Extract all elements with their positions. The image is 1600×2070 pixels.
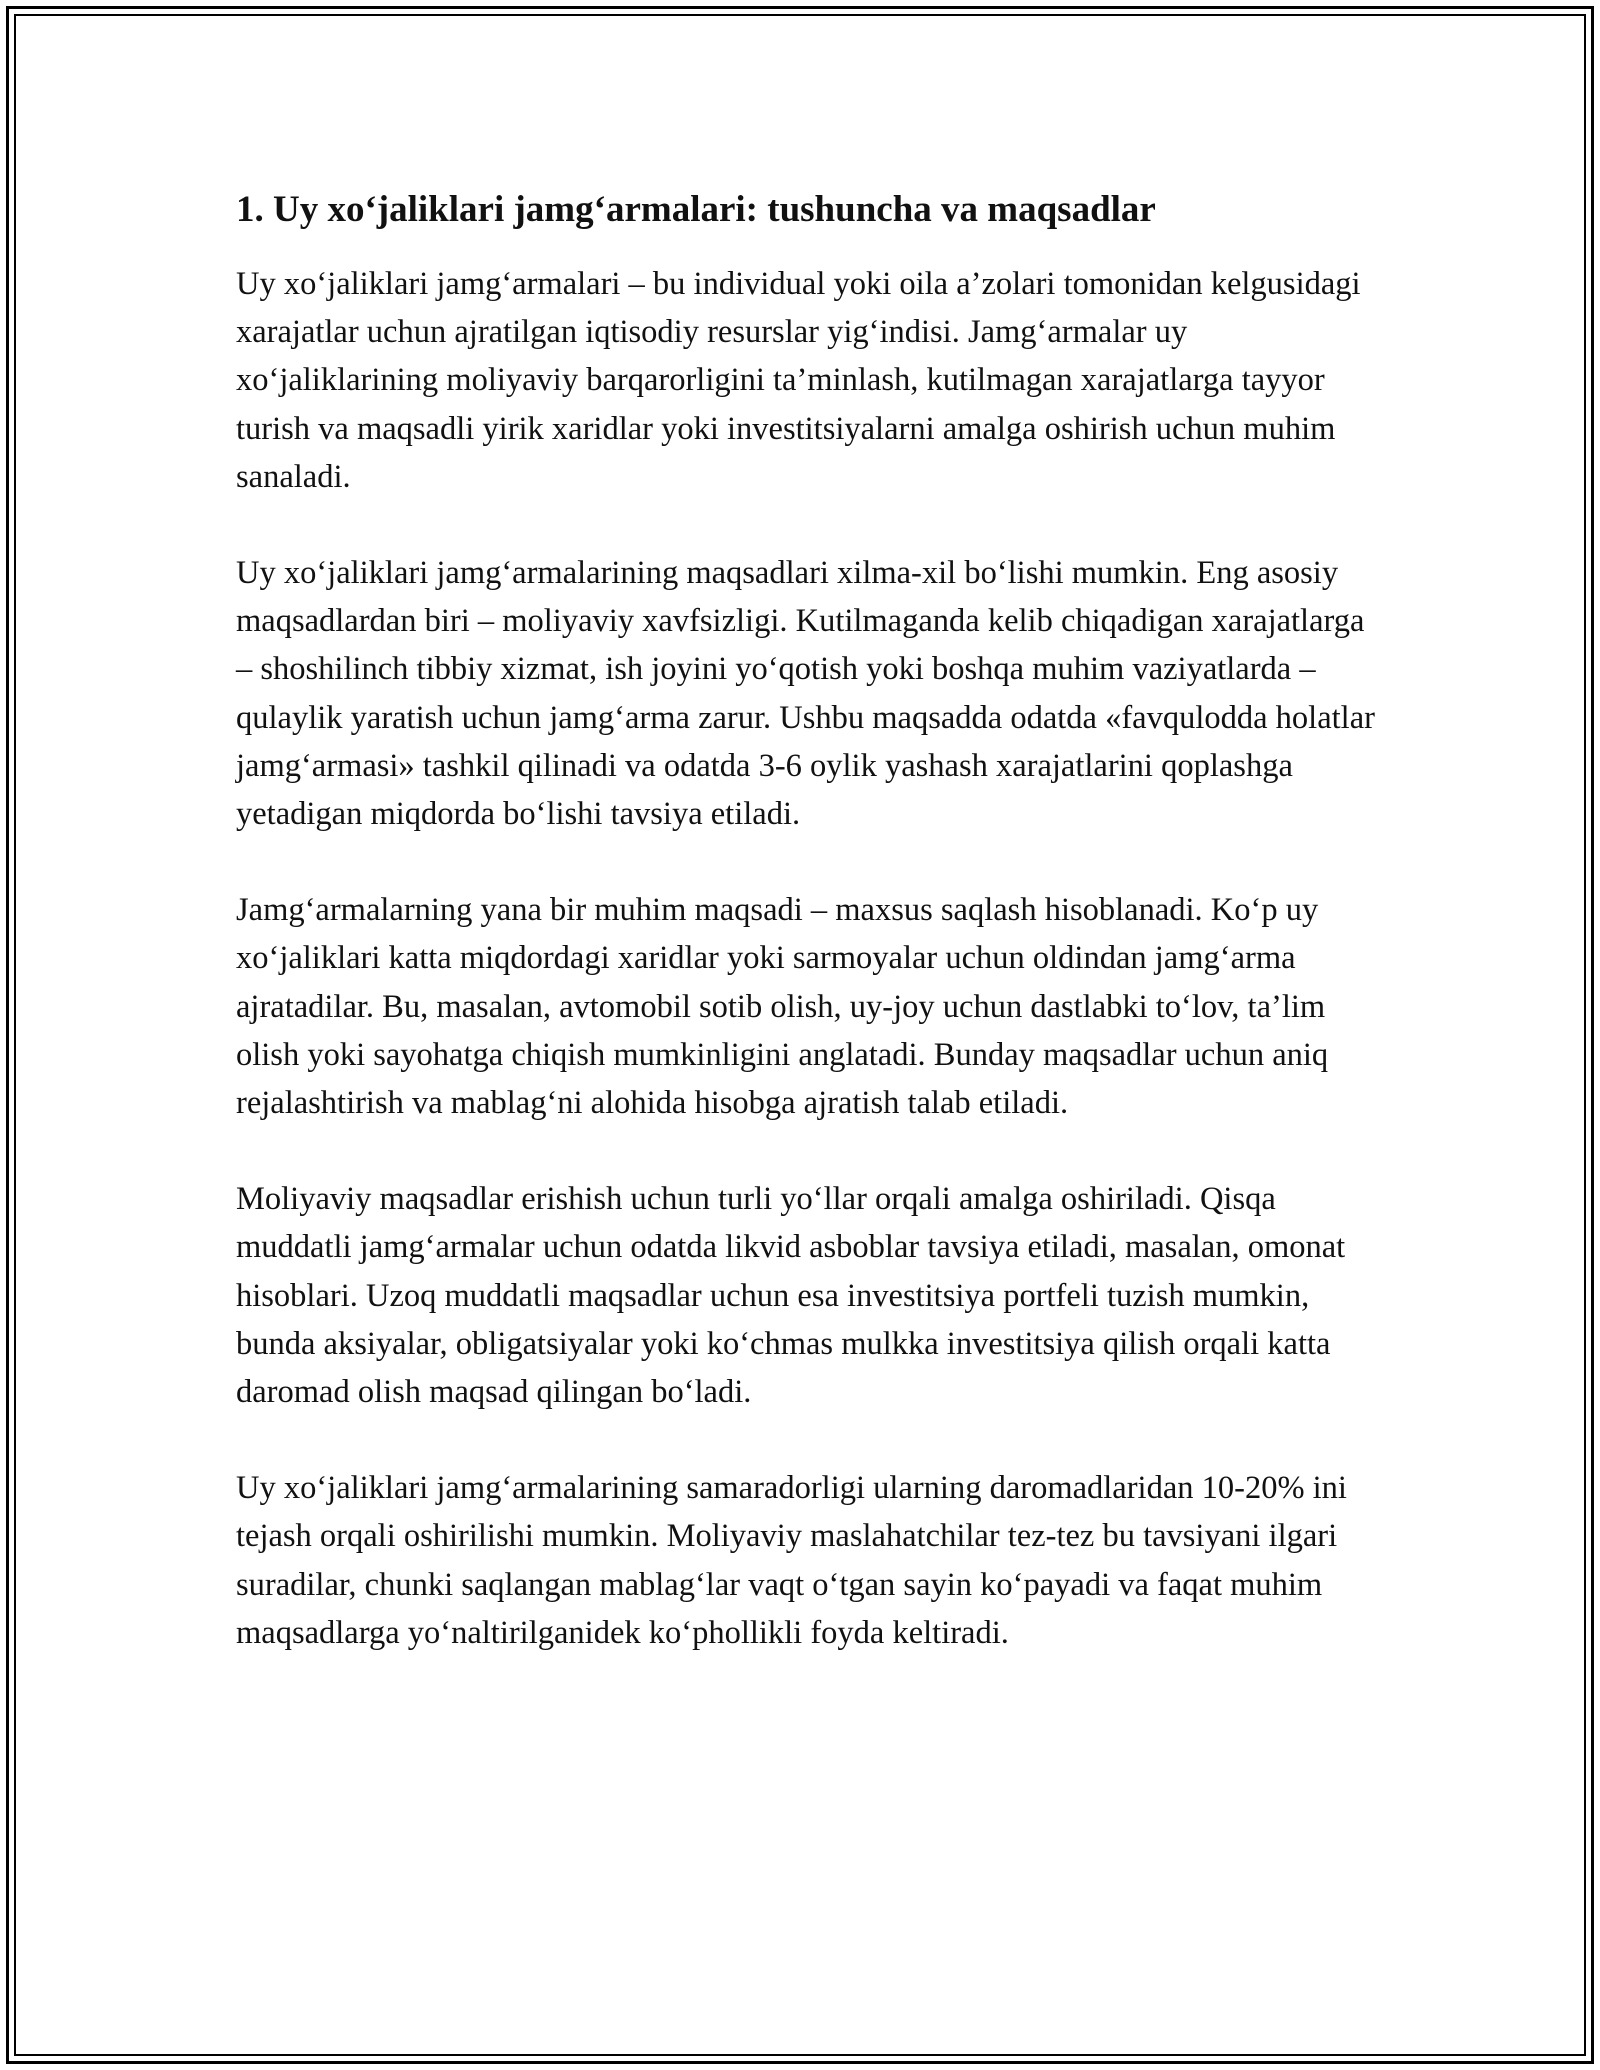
document-body	[236, 186, 1376, 1657]
paragraph-definition: Uy xo‘jaliklari jamg‘armalari – bu individual yoki oila a’zolari tomonidan kelgusidagi xarajatlar uchun ajratilgan iqtisodiy resurslar yig‘indisi. Jamg‘armalar uy xo‘jaliklarining moliyaviy barqarorligini ta’minlash, kutilmagan xarajatlarga tayyor turish va maqsadli yirik xaridlar yoki investitsiyalarni amalga oshirish uchun muhim sanaladi.	[236, 266, 1361, 495]
paragraph-methods: Moliyaviy maqsadlar erishish uchun turli yo‘llar orqali amalga oshiriladi. Qisqa muddatli jamg‘armalar uchun odatda likvid asboblar tavsiya etiladi, masalan, omonat hisoblari. Uzoq muddatli maqsadlar uchun esa investitsiya portfeli tuzish mumkin, bunda aksiyalar, obligatsiyalar yoki ko‘chmas mulkka investitsiya qilish orqali katta daromad olish maqsad qilingan bo‘ladi.	[236, 1181, 1346, 1411]
paragraph-efficiency: Uy xo‘jaliklari jamg‘armalarining samaradorligi ularning daromadlaridan 10-20% ini tejash orqali oshirilishi mumkin. Moliyaviy maslahatchilar tez-tez bu tavsiyani ilgari suradilar, chunki saqlangan mablag‘lar vaqt o‘tgan sayin ko‘payadi va faqat muhim maqsadlarga yo‘naltirilganidek ko‘phollikli foyda keltiradi.	[236, 1470, 1347, 1651]
paragraph-goals: Uy xo‘jaliklari jamg‘armalarining maqsadlari xilma-xil bo‘lishi mumkin. Eng asosiy maqsadlardan biri – moliyaviy xavfsizligi. Kutilmaganda kelib chiqadigan xarajatlarga – shoshilinch tibbiy xizmat, ish joyini yo‘qotish yoki boshqa muhim vaziyatlarda – qulaylik yaratish uchun jamg‘arma zarur. Ushbu maqsadda odatda «favqulodda holatlar jamg‘armasi» tashkil qilinadi va odatda 3-6 oylik yashash xarajatlarini qoplashga yetadigan miqdorda bo‘lishi tavsiya etiladi.	[236, 555, 1375, 833]
paragraph-special-savings: Jamg‘armalarning yana bir muhim maqsadi – maxsus saqlash hisoblanadi. Ko‘p uy xo‘jaliklari katta miqdordagi xaridlar yoki sarmoyalar uchun oldindan jamg‘arma ajratadilar. Bu, masalan, avtomobil sotib olish, uy-joy uchun dastlabki to‘lov, ta’lim olish yoki sayohatga chiqish mumkinligini anglatadi. Bunday maqsadlar uchun aniq rejalashtirish va mablag‘ni alohida hisobga ajratish talab etiladi.	[236, 892, 1329, 1122]
section-title: 1. Uy xo‘jaliklari jamg‘armalari: tushuncha va maqsadlar	[236, 189, 1156, 230]
